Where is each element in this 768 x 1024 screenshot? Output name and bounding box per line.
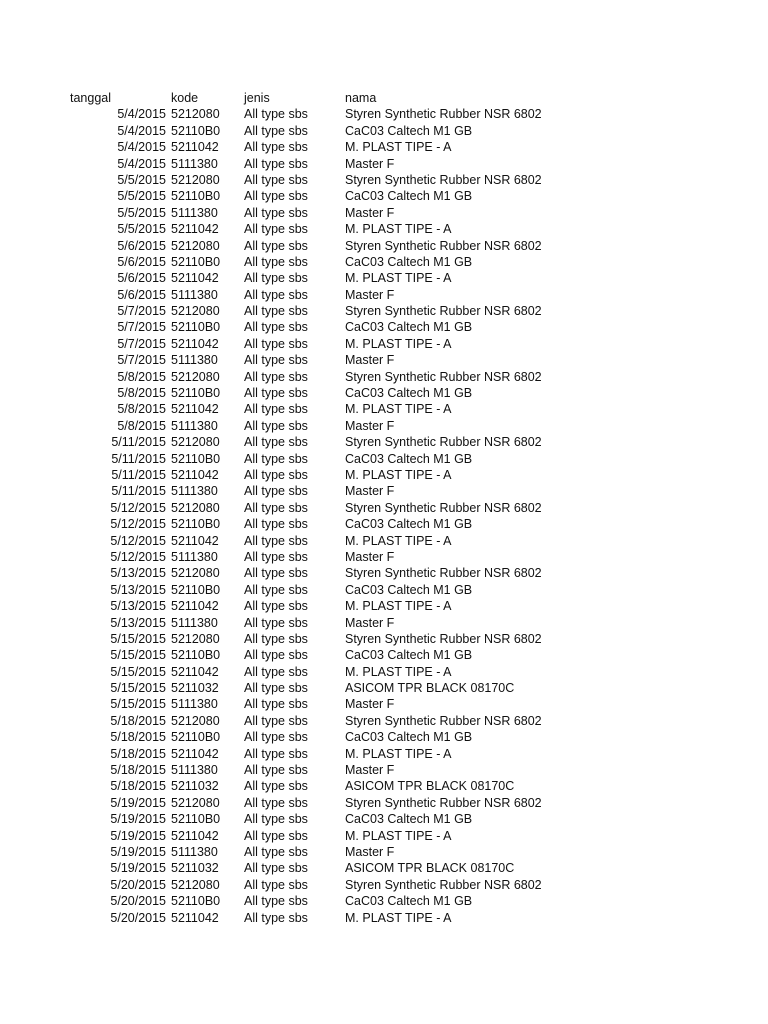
- cell-tanggal: 5/6/2015: [117, 238, 166, 253]
- cell-nama: CaC03 Caltech M1 GB: [345, 812, 473, 827]
- cell-nama: M. PLAST TIPE - A: [345, 599, 452, 614]
- cell-jenis: All type sbs: [244, 746, 308, 761]
- table-row: [0, 778, 768, 794]
- cell-tanggal: 5/20/2015: [110, 877, 166, 892]
- header-nama: nama: [345, 91, 377, 105]
- cell-kode: 5211042: [171, 746, 219, 761]
- table-row: [0, 893, 768, 909]
- cell-jenis: All type sbs: [244, 271, 308, 286]
- cell-tanggal: 5/18/2015: [110, 779, 166, 794]
- cell-tanggal: 5/8/2015: [117, 402, 166, 417]
- cell-jenis: All type sbs: [244, 189, 308, 204]
- cell-nama: CaC03 Caltech M1 GB: [345, 189, 473, 204]
- cell-kode: 52110B0: [171, 254, 221, 269]
- cell-kode: 5211042: [171, 599, 219, 614]
- cell-tanggal: 5/8/2015: [117, 418, 166, 433]
- cell-nama: CaC03 Caltech M1 GB: [345, 254, 473, 269]
- cell-tanggal: 5/5/2015: [117, 222, 166, 237]
- cell-nama: M. PLAST TIPE - A: [345, 402, 452, 417]
- table-row: [0, 500, 768, 516]
- cell-jenis: All type sbs: [244, 320, 308, 335]
- cell-kode: 5211032: [171, 779, 219, 794]
- table-row: [0, 828, 768, 844]
- table-row: [0, 631, 768, 647]
- cell-kode: 52110B0: [171, 386, 221, 401]
- cell-nama: M. PLAST TIPE - A: [345, 336, 452, 351]
- cell-tanggal: 5/11/2015: [111, 451, 166, 466]
- cell-kode: 5212080: [171, 566, 220, 581]
- cell-jenis: All type sbs: [244, 844, 308, 859]
- cell-kode: 52110B0: [171, 517, 221, 532]
- cell-kode: 5111380: [171, 156, 218, 171]
- cell-kode: 5211042: [171, 271, 219, 286]
- cell-kode: 5111380: [171, 615, 218, 630]
- cell-jenis: All type sbs: [244, 730, 308, 745]
- header-row: [0, 90, 768, 106]
- cell-tanggal: 5/18/2015: [110, 730, 166, 745]
- cell-kode: 5212080: [171, 238, 220, 253]
- table-row: [0, 467, 768, 483]
- table-row: [0, 303, 768, 319]
- cell-kode: 5111380: [171, 763, 218, 778]
- cell-nama: Styren Synthetic Rubber NSR 6802: [345, 713, 542, 728]
- cell-nama: Master F: [345, 697, 395, 712]
- cell-jenis: All type sbs: [244, 238, 308, 253]
- cell-jenis: All type sbs: [244, 517, 308, 532]
- table-row: [0, 483, 768, 499]
- cell-nama: M. PLAST TIPE - A: [345, 271, 452, 286]
- table-row: [0, 369, 768, 385]
- cell-nama: CaC03 Caltech M1 GB: [345, 386, 473, 401]
- cell-tanggal: 5/5/2015: [117, 205, 166, 220]
- cell-kode: 5211042: [171, 336, 219, 351]
- table-body: [0, 106, 768, 926]
- cell-kode: 5211042: [171, 467, 219, 482]
- table-row: [0, 336, 768, 352]
- cell-tanggal: 5/7/2015: [117, 336, 166, 351]
- cell-tanggal: 5/19/2015: [110, 861, 166, 876]
- cell-tanggal: 5/4/2015: [117, 107, 166, 122]
- table-row: [0, 647, 768, 663]
- table-row: [0, 401, 768, 417]
- cell-jenis: All type sbs: [244, 435, 308, 450]
- cell-jenis: All type sbs: [244, 894, 308, 909]
- cell-jenis: All type sbs: [244, 386, 308, 401]
- cell-jenis: All type sbs: [244, 648, 308, 663]
- table-row: [0, 156, 768, 172]
- cell-kode: 5212080: [171, 500, 220, 515]
- cell-kode: 52110B0: [171, 123, 221, 138]
- cell-tanggal: 5/11/2015: [111, 467, 166, 482]
- cell-jenis: All type sbs: [244, 549, 308, 564]
- cell-tanggal: 5/15/2015: [110, 648, 166, 663]
- cell-tanggal: 5/19/2015: [110, 795, 166, 810]
- table-row: [0, 696, 768, 712]
- cell-nama: M. PLAST TIPE - A: [345, 828, 452, 843]
- cell-jenis: All type sbs: [244, 205, 308, 220]
- table-row: [0, 565, 768, 581]
- cell-kode: 5211032: [171, 681, 219, 696]
- cell-nama: CaC03 Caltech M1 GB: [345, 648, 473, 663]
- cell-kode: 52110B0: [171, 894, 221, 909]
- cell-nama: ASICOM TPR BLACK 08170C: [345, 681, 515, 696]
- cell-jenis: All type sbs: [244, 812, 308, 827]
- table-row: [0, 106, 768, 122]
- cell-tanggal: 5/15/2015: [110, 697, 166, 712]
- cell-jenis: All type sbs: [244, 861, 308, 876]
- header-jenis: jenis: [244, 91, 270, 105]
- cell-kode: 5111380: [171, 697, 218, 712]
- cell-tanggal: 5/6/2015: [117, 254, 166, 269]
- cell-nama: ASICOM TPR BLACK 08170C: [345, 861, 515, 876]
- cell-kode: 5211042: [171, 533, 219, 548]
- table-row: [0, 615, 768, 631]
- cell-jenis: All type sbs: [244, 582, 308, 597]
- cell-jenis: All type sbs: [244, 156, 308, 171]
- cell-jenis: All type sbs: [244, 287, 308, 302]
- cell-kode: 5212080: [171, 435, 220, 450]
- table-row: [0, 385, 768, 401]
- table-row: [0, 811, 768, 827]
- table-row: [0, 795, 768, 811]
- cell-jenis: All type sbs: [244, 402, 308, 417]
- cell-kode: 52110B0: [171, 648, 221, 663]
- cell-nama: CaC03 Caltech M1 GB: [345, 320, 473, 335]
- cell-nama: Styren Synthetic Rubber NSR 6802: [345, 566, 542, 581]
- cell-nama: Styren Synthetic Rubber NSR 6802: [345, 304, 542, 319]
- cell-jenis: All type sbs: [244, 697, 308, 712]
- cell-tanggal: 5/13/2015: [110, 599, 166, 614]
- table-row: [0, 270, 768, 286]
- cell-nama: Styren Synthetic Rubber NSR 6802: [345, 877, 542, 892]
- cell-kode: 5212080: [171, 369, 220, 384]
- cell-nama: Master F: [345, 844, 395, 859]
- cell-jenis: All type sbs: [244, 615, 308, 630]
- cell-jenis: All type sbs: [244, 877, 308, 892]
- table-row: [0, 205, 768, 221]
- cell-kode: 5211042: [171, 402, 219, 417]
- table-row: [0, 762, 768, 778]
- cell-jenis: All type sbs: [244, 500, 308, 515]
- table-row: [0, 549, 768, 565]
- cell-nama: CaC03 Caltech M1 GB: [345, 730, 473, 745]
- table-row: [0, 664, 768, 680]
- cell-nama: Styren Synthetic Rubber NSR 6802: [345, 435, 542, 450]
- cell-nama: Styren Synthetic Rubber NSR 6802: [345, 107, 542, 122]
- cell-jenis: All type sbs: [244, 254, 308, 269]
- cell-tanggal: 5/5/2015: [117, 172, 166, 187]
- table-row: [0, 844, 768, 860]
- cell-tanggal: 5/19/2015: [110, 844, 166, 859]
- cell-nama: ASICOM TPR BLACK 08170C: [345, 779, 515, 794]
- cell-nama: Styren Synthetic Rubber NSR 6802: [345, 795, 542, 810]
- cell-tanggal: 5/15/2015: [110, 681, 166, 696]
- table-row: [0, 582, 768, 598]
- cell-tanggal: 5/11/2015: [111, 435, 166, 450]
- cell-jenis: All type sbs: [244, 336, 308, 351]
- table-row: [0, 172, 768, 188]
- cell-tanggal: 5/12/2015: [110, 533, 166, 548]
- table-row: [0, 221, 768, 237]
- cell-tanggal: 5/8/2015: [117, 369, 166, 384]
- cell-tanggal: 5/15/2015: [110, 631, 166, 646]
- cell-jenis: All type sbs: [244, 451, 308, 466]
- cell-nama: Styren Synthetic Rubber NSR 6802: [345, 500, 542, 515]
- cell-tanggal: 5/4/2015: [117, 123, 166, 138]
- cell-jenis: All type sbs: [244, 566, 308, 581]
- cell-kode: 5111380: [171, 484, 218, 499]
- table-row: [0, 418, 768, 434]
- cell-kode: 5211042: [171, 910, 219, 925]
- cell-jenis: All type sbs: [244, 353, 308, 368]
- cell-nama: M. PLAST TIPE - A: [345, 664, 452, 679]
- cell-tanggal: 5/20/2015: [110, 910, 166, 925]
- cell-nama: M. PLAST TIPE - A: [345, 140, 452, 155]
- cell-jenis: All type sbs: [244, 828, 308, 843]
- cell-nama: Master F: [345, 549, 395, 564]
- cell-jenis: All type sbs: [244, 107, 308, 122]
- cell-jenis: All type sbs: [244, 369, 308, 384]
- cell-tanggal: 5/5/2015: [117, 189, 166, 204]
- cell-tanggal: 5/7/2015: [117, 304, 166, 319]
- cell-nama: Styren Synthetic Rubber NSR 6802: [345, 238, 542, 253]
- table-row: [0, 238, 768, 254]
- cell-kode: 52110B0: [171, 189, 221, 204]
- cell-nama: M. PLAST TIPE - A: [345, 467, 452, 482]
- table-row: [0, 123, 768, 139]
- cell-nama: Master F: [345, 205, 395, 220]
- cell-kode: 5212080: [171, 795, 220, 810]
- cell-kode: 52110B0: [171, 812, 221, 827]
- cell-tanggal: 5/7/2015: [117, 320, 166, 335]
- cell-jenis: All type sbs: [244, 631, 308, 646]
- cell-nama: M. PLAST TIPE - A: [345, 910, 452, 925]
- cell-kode: 5212080: [171, 877, 220, 892]
- cell-tanggal: 5/6/2015: [117, 271, 166, 286]
- cell-jenis: All type sbs: [244, 795, 308, 810]
- cell-jenis: All type sbs: [244, 172, 308, 187]
- cell-kode: 5111380: [171, 418, 218, 433]
- cell-nama: M. PLAST TIPE - A: [345, 746, 452, 761]
- cell-jenis: All type sbs: [244, 222, 308, 237]
- cell-kode: 5211042: [171, 664, 219, 679]
- cell-tanggal: 5/19/2015: [110, 828, 166, 843]
- table-row: [0, 746, 768, 762]
- cell-kode: 52110B0: [171, 320, 221, 335]
- cell-nama: Styren Synthetic Rubber NSR 6802: [345, 369, 542, 384]
- cell-kode: 5212080: [171, 631, 220, 646]
- cell-jenis: All type sbs: [244, 713, 308, 728]
- table-row: [0, 860, 768, 876]
- table-row: [0, 139, 768, 155]
- table-row: [0, 729, 768, 745]
- cell-kode: 5212080: [171, 713, 220, 728]
- cell-tanggal: 5/11/2015: [111, 484, 166, 499]
- cell-tanggal: 5/13/2015: [110, 615, 166, 630]
- cell-tanggal: 5/18/2015: [110, 746, 166, 761]
- cell-nama: Master F: [345, 484, 395, 499]
- cell-kode: 5211042: [171, 828, 219, 843]
- cell-nama: Styren Synthetic Rubber NSR 6802: [345, 631, 542, 646]
- cell-nama: M. PLAST TIPE - A: [345, 533, 452, 548]
- cell-kode: 5212080: [171, 107, 220, 122]
- table-row: [0, 598, 768, 614]
- header-kode: kode: [171, 91, 199, 105]
- cell-tanggal: 5/4/2015: [117, 156, 166, 171]
- cell-kode: 5212080: [171, 172, 220, 187]
- cell-jenis: All type sbs: [244, 533, 308, 548]
- cell-nama: CaC03 Caltech M1 GB: [345, 451, 473, 466]
- cell-jenis: All type sbs: [244, 910, 308, 925]
- table-row: [0, 680, 768, 696]
- table-row: [0, 188, 768, 204]
- cell-tanggal: 5/20/2015: [110, 894, 166, 909]
- cell-jenis: All type sbs: [244, 681, 308, 696]
- cell-kode: 5211042: [171, 222, 219, 237]
- cell-kode: 52110B0: [171, 730, 221, 745]
- cell-kode: 5111380: [171, 549, 218, 564]
- cell-nama: CaC03 Caltech M1 GB: [345, 894, 473, 909]
- cell-jenis: All type sbs: [244, 779, 308, 794]
- cell-kode: 52110B0: [171, 451, 221, 466]
- cell-tanggal: 5/18/2015: [110, 713, 166, 728]
- cell-nama: M. PLAST TIPE - A: [345, 222, 452, 237]
- cell-jenis: All type sbs: [244, 484, 308, 499]
- cell-tanggal: 5/4/2015: [117, 140, 166, 155]
- cell-nama: CaC03 Caltech M1 GB: [345, 123, 473, 138]
- cell-tanggal: 5/19/2015: [110, 812, 166, 827]
- cell-jenis: All type sbs: [244, 123, 308, 138]
- cell-kode: 5111380: [171, 287, 218, 302]
- cell-tanggal: 5/15/2015: [110, 664, 166, 679]
- cell-tanggal: 5/13/2015: [110, 582, 166, 597]
- table-row: [0, 287, 768, 303]
- header-tanggal: tanggal: [70, 91, 112, 105]
- cell-jenis: All type sbs: [244, 664, 308, 679]
- cell-jenis: All type sbs: [244, 467, 308, 482]
- cell-kode: 5111380: [171, 205, 218, 220]
- table-row: [0, 713, 768, 729]
- cell-tanggal: 5/12/2015: [110, 500, 166, 515]
- table-row: [0, 533, 768, 549]
- cell-jenis: All type sbs: [244, 418, 308, 433]
- cell-nama: CaC03 Caltech M1 GB: [345, 517, 473, 532]
- cell-nama: Master F: [345, 287, 395, 302]
- data-sheet: [0, 90, 768, 926]
- cell-kode: 5111380: [171, 844, 218, 859]
- cell-nama: Master F: [345, 763, 395, 778]
- cell-tanggal: 5/13/2015: [110, 566, 166, 581]
- cell-nama: Master F: [345, 156, 395, 171]
- cell-kode: 5211032: [171, 861, 219, 876]
- cell-nama: Styren Synthetic Rubber NSR 6802: [345, 172, 542, 187]
- table-row: [0, 319, 768, 335]
- table-row: [0, 254, 768, 270]
- cell-jenis: All type sbs: [244, 140, 308, 155]
- cell-kode: 52110B0: [171, 582, 221, 597]
- cell-jenis: All type sbs: [244, 304, 308, 319]
- table-row: [0, 451, 768, 467]
- table-row: [0, 877, 768, 893]
- cell-nama: Master F: [345, 615, 395, 630]
- cell-tanggal: 5/12/2015: [110, 517, 166, 532]
- cell-kode: 5211042: [171, 140, 219, 155]
- cell-jenis: All type sbs: [244, 599, 308, 614]
- cell-kode: 5111380: [171, 353, 218, 368]
- cell-tanggal: 5/12/2015: [110, 549, 166, 564]
- cell-tanggal: 5/7/2015: [117, 353, 166, 368]
- cell-tanggal: 5/8/2015: [117, 386, 166, 401]
- cell-nama: Master F: [345, 353, 395, 368]
- table-row: [0, 352, 768, 368]
- cell-nama: Master F: [345, 418, 395, 433]
- table-row: [0, 910, 768, 926]
- cell-jenis: All type sbs: [244, 763, 308, 778]
- table-row: [0, 516, 768, 532]
- cell-tanggal: 5/18/2015: [110, 763, 166, 778]
- table-row: [0, 434, 768, 450]
- cell-nama: CaC03 Caltech M1 GB: [345, 582, 473, 597]
- cell-kode: 5212080: [171, 304, 220, 319]
- cell-tanggal: 5/6/2015: [117, 287, 166, 302]
